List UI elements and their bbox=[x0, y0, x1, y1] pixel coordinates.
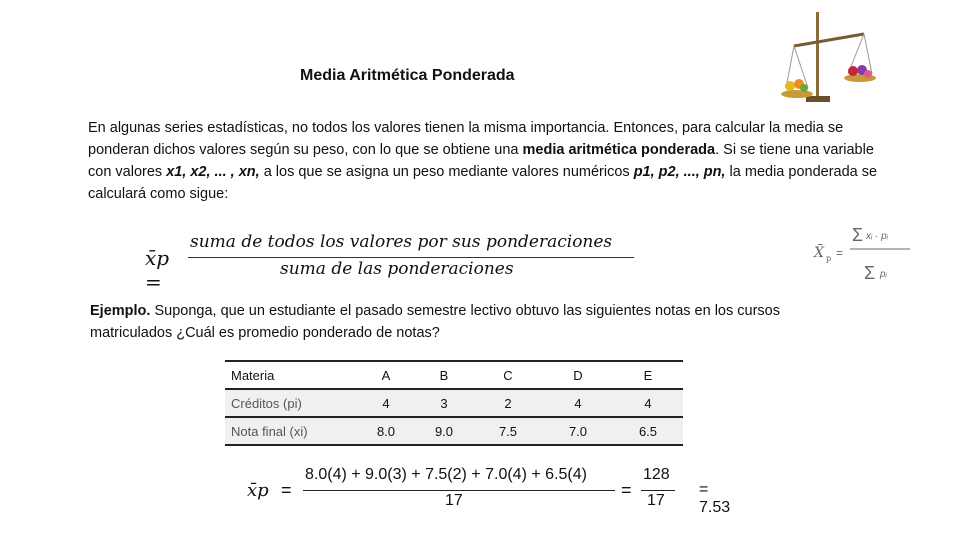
balance-scale-icon bbox=[772, 8, 882, 108]
table-cell: 7.0 bbox=[543, 417, 613, 445]
table-header-row bbox=[225, 361, 683, 389]
svg-text:p: p bbox=[826, 254, 832, 263]
table-cell: 2 bbox=[473, 389, 543, 417]
calc-numerator-2: 128 bbox=[643, 466, 670, 483]
calc-numerator: 8.0(4) + 9.0(3) + 7.5(2) + 7.0(4) + 6.5(4) bbox=[305, 466, 587, 483]
example-text: Suponga, que un estudiante el pasado semestre lectivo obtuvo las siguientes notas en los cursos matriculados ¿Cuál es promedio ponderado de notas? bbox=[90, 303, 780, 341]
table-cell: D bbox=[543, 361, 613, 389]
svg-text:xᵢ · pᵢ: xᵢ · pᵢ bbox=[866, 231, 888, 242]
table-cell: B bbox=[415, 361, 473, 389]
vars-x: x1, x2, ... , xn, bbox=[166, 164, 260, 180]
scale-illustration bbox=[772, 8, 882, 108]
svg-text:Σ: Σ bbox=[852, 225, 864, 245]
svg-text:pᵢ: pᵢ bbox=[880, 269, 887, 280]
intro-paragraph bbox=[88, 117, 878, 205]
calc-denominator: 17 bbox=[445, 492, 463, 509]
intro-period: . bbox=[715, 142, 720, 158]
table-cell: 7.5 bbox=[473, 417, 543, 445]
table-cell: 4 bbox=[613, 389, 683, 417]
table-cell: C bbox=[473, 361, 543, 389]
table-cell: 8.0 bbox=[357, 417, 415, 445]
intro-text-4: la media ponderada se calculará como sigue: bbox=[88, 164, 878, 202]
table-cell: 9.0 bbox=[415, 417, 473, 445]
svg-text:Σ: Σ bbox=[864, 263, 876, 283]
intro-highlight: media aritmética ponderada bbox=[522, 142, 716, 158]
intro-text-2: Si se tiene una variable con valores bbox=[88, 142, 874, 180]
table-row bbox=[225, 417, 683, 445]
calc-equals: = bbox=[281, 480, 292, 500]
calc-fraction-bar-2 bbox=[641, 490, 675, 491]
intro-text-3: a los que se asigna un peso mediante valores numéricos bbox=[259, 164, 634, 180]
table-cell: Materia bbox=[225, 361, 357, 389]
table-row bbox=[225, 389, 683, 417]
calc-lhs: x̄p bbox=[247, 480, 269, 501]
table-cell: 6.5 bbox=[613, 417, 683, 445]
grades-table bbox=[225, 360, 683, 446]
example-paragraph bbox=[90, 300, 790, 344]
table-cell: Créditos (pi) bbox=[225, 389, 357, 417]
table-cell: 4 bbox=[543, 389, 613, 417]
formula-numerator: suma de todos los valores por sus ponderaciones bbox=[190, 232, 613, 252]
table-cell: E bbox=[613, 361, 683, 389]
formula-fraction-bar bbox=[188, 257, 634, 258]
formula-lhs: x̄p = bbox=[145, 246, 170, 294]
svg-text:=: = bbox=[836, 246, 844, 260]
table-cell: 4 bbox=[357, 389, 415, 417]
page-title: Media Aritmética Ponderada bbox=[300, 67, 515, 84]
table-cell: Nota final (xi) bbox=[225, 417, 357, 445]
side-formula-image bbox=[812, 213, 912, 297]
calc-result: = 7.53 bbox=[699, 481, 731, 516]
table-cell: 3 bbox=[415, 389, 473, 417]
intro-text: En algunas series estadísticas, no todos los valores tienen la misma importancia. Entonces, para calcular la media se ponderan dichos valores según su peso, con lo que se obtiene una bbox=[88, 120, 844, 158]
calc-denominator-2: 17 bbox=[647, 492, 665, 509]
summation-formula-icon bbox=[812, 213, 912, 297]
table-cell: A bbox=[357, 361, 415, 389]
formula-denominator: suma de las ponderaciones bbox=[280, 259, 514, 279]
svg-text:X̄: X̄ bbox=[814, 245, 824, 261]
vars-p: p1, p2, ..., pn, bbox=[633, 164, 726, 180]
calc-equals-2: = bbox=[621, 480, 632, 500]
example-label: Ejemplo. bbox=[90, 303, 151, 319]
calc-fraction-bar bbox=[303, 490, 615, 491]
